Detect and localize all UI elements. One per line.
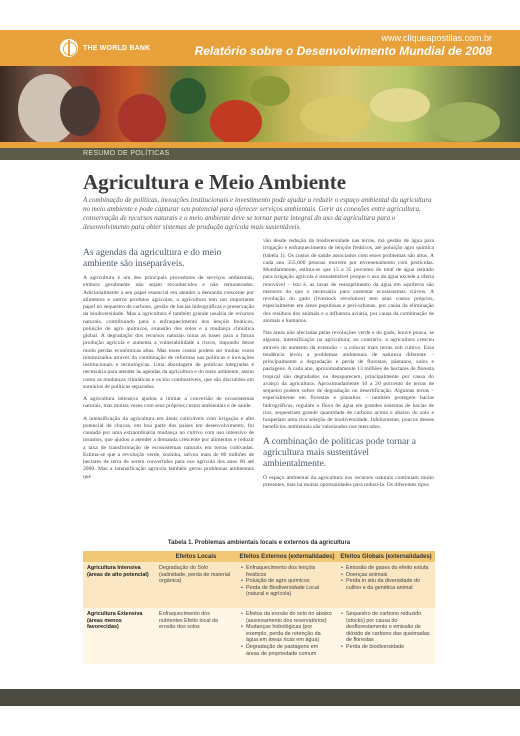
local-effects-cell: Enfraquecimento dos nutrientes Efeito local da erosão dos solos (155, 608, 237, 664)
table-header-blank (83, 551, 155, 562)
table-row (83, 562, 435, 608)
globe-icon (60, 39, 78, 57)
row-label: Agricultura Extensiva (áreas menos favorecidas) (83, 608, 155, 664)
list-item: • Sequestro de carbono reduzido (stocks) por causa do desflorestamento e emissão de dióxido de carbono das queimadas de florestas (341, 611, 431, 644)
table-caption: Tabela 1. Problemas ambientais locais e externos da agricultura (167, 540, 351, 546)
list-item: • Perda in situ da diversidade do cultivo e da genética animal (341, 578, 431, 591)
right-paragraph-2: Nas áreas não afectadas pelas revoluções verde e do gado, houve pouca, se alguma, intensificação na agricultura; ao contrário, a agricultura cresceu através do aumento da extensão – a colocar mais terras sob cultivo. Essa tendência levou a problemas ambientais de natureza diferente – principalmente a degradação e perda de florestas, pântanos, solos e pastagens. A cada ano, aproximadamente 13 milhões de hectares de floresta tropical são degradados ou desaparecem, principalmente por causa do avanço da agricultura. Aproximadamente 10 a 20 porcento de terras de sequeiro podem sofrer de degradação ou desertificação. Algumas terras – especialmente em florestas e planaltos – também protegem bacias hidrográficas, regulam o fluxo de água em grandes sistemas de bacias de rios, sequestram grande quantidade de carbono acima e abaixo do solo e hospedam uma rica seleção de biodiversidade. Infelizmente, poucos desses benefícios ambientais são valorizados nos mercados. (263, 330, 434, 431)
table-header-global: Efeitos Globais (externalidades) (337, 551, 435, 562)
global-effects-cell (337, 608, 435, 664)
org-name: THE WORLD BANK (83, 44, 151, 52)
world-bank-logo (60, 39, 150, 57)
footer-bar (0, 689, 520, 706)
right-closing-paragraph: O espaço ambiental da agricultura nos recursos naturais continuam muito presentes, mas há muitas oportunidades para reduzi-la. Os diferentes tipos (263, 474, 434, 488)
right-column (263, 238, 434, 494)
report-title: Relatório sobre o Desenvolvimento Mundial de 2008 (194, 44, 492, 58)
list-item: • Enfraquecimento dos lençóis freáticos (241, 565, 333, 578)
list-item: • Perda de Biodiversidade Local (natural e agrícola) (241, 585, 333, 598)
left-heading: As agendas da agricultura e do meio ambiente são inseparáveis. (83, 248, 222, 269)
section-label: RESUMO DE POLÍTICAS (83, 150, 170, 157)
list-item: • Perda de biodiversidade (341, 644, 431, 651)
table-header-local: Efeitos Locais (155, 551, 237, 562)
section-bar (0, 148, 520, 160)
market-photo (0, 66, 520, 146)
right-heading: A combinação de políticas pode tornar a agricultura mais sustentável ambientalmente. (263, 436, 417, 469)
list-item: • Mudanças hidrológicas (por exemplo, perda de retenção da água em áreas ricas em água) (241, 624, 333, 644)
list-item: • Efeitos da erosão do solo rio abaixo (assoreamento dos reservatórios) (241, 611, 333, 624)
external-effects-cell (237, 608, 337, 664)
left-paragraph-1: A agricultura é um dos principais provedores de serviços ambientais, embora geralmente não sejam reconhecidos e não remunerados. Adicionalmente a seu papel essencial em atender a demanda crescente por alimentos e outros produtos agrícolas, a agricultura tem um importante papel no sequestro de carbono, gestão de bacias hidrográficas e preservação da biodiversidade. Mas a agricultura é também grande usuária de recursos naturais, contribuindo para o enfraquecimento dos lençóis freáticos, poluição de agro químicos, exaustão dos solos e a mudança climática global. A degradação dos recursos naturais mina as bases para a futura produção agrícola e aumenta a vulnerabilidade a riscos, impondo desse modo perdas econômicas altas. Mas esses custos podem ser muitas vezes minimizados através da combinação de reformas nas políticas e inovações institucionais e tecnológicas. Uma abordagem de políticas integradas é necessária para atender às agendas da agricultura e do meio ambiente, assim como as mudanças climáticas e os bio combustíveis, que são discutidos em sumários de políticas separados. (83, 275, 254, 390)
list-item: • Degradação de pastagens em áreas de propriedade comum (241, 644, 333, 657)
left-paragraph-2: A agricultura intensiva ajudou a limitar a conversão de ecossistemas naturais, mas muitas vezes com seus próprios custos ambientais e de saúde. (83, 396, 254, 410)
top-margin (0, 0, 520, 30)
table-row (83, 608, 435, 664)
local-effects-cell: Degradação do Solo (salinidade, perda de material orgânica) (155, 562, 237, 608)
row-label: Agricultura Intensiva (áreas de alto potencial) (83, 562, 155, 608)
global-effects-cell (337, 562, 435, 608)
left-column (83, 248, 254, 486)
intro-paragraph: A combinação de políticas, inovações institucionais e investimento pode ajudar a reduzir o espaço ambiental da agricultura no meio ambiente e pode capturar seu potencial para oferecer serviços ambientais. Gerir as conexões entre agricultura, conservação de recursos naturais e o meio ambiente deve se tornar parte integral do uso da agricultura para o desenvolvimento para obter sistemas de produção agrícola mais sustentáveis. (83, 196, 432, 231)
table-header-row (83, 551, 435, 562)
list-item: • Poluição de agro químicos (241, 578, 333, 585)
page-title: Agricultura e Meio Ambiente (83, 170, 347, 194)
list-item: • Doenças animais (341, 572, 431, 579)
environment-table (83, 551, 435, 664)
right-paragraph-1: vão desde redução da biodiversidade nas terras, má gestão de água para irrigação e enfraquecimento de lençóis freáticos, até poluição agro química (tabela 1). Os custos de saúde associados com esses problemas são altos. A cada ano 355,000 pessoas morrem por envenenamento com pesticidas. Mundialmente, estima-se que 15 a 35 porcento do total de água retirado para irrigação agrícola é insustentável porque o uso da água excede a oferta renovável – isto é, as taxas de reasoprimento da água em aquíferos são menores do que o necessário para sustentar ecossistemas viáveis. A revolução do gado (livestock revolution) tem seus custos próprios, especialmente em áreas populosas e peri-urbanas, por causa da eliminação dos resíduos dos animais e a influenza aviária, por causa da combinação de animais e humanos. (263, 238, 434, 324)
table-header-external: Efeitos Externos (externalidades) (237, 551, 337, 562)
site-url: www.cliqueapostilas.com.br (381, 33, 492, 43)
external-effects-cell (237, 562, 337, 608)
list-item: • Emissão de gases do efeito estufa (341, 565, 431, 572)
left-paragraph-3: A intensificação da agricultura em áreas cultiváveis com irrigação e alto potencial de chuvas, em boa parte dos países em desenvolvimento, foi causada por uma extraordinária mudança no cultivo com uso intensivo de insumos, que ajudou a atender a demanda crescente por alimentos e reduzir a taxa de transformação de ecossistemas naturais em terras cultivadas. Estima-se que a revolução verde, sozinha, salvou mais de 80 milhões de hectares de terra de serem convertidos para uso agrícola dos anos 60 até 2000. Mas a intensificação agrícola também gerou problemas ambientais que (83, 415, 254, 480)
